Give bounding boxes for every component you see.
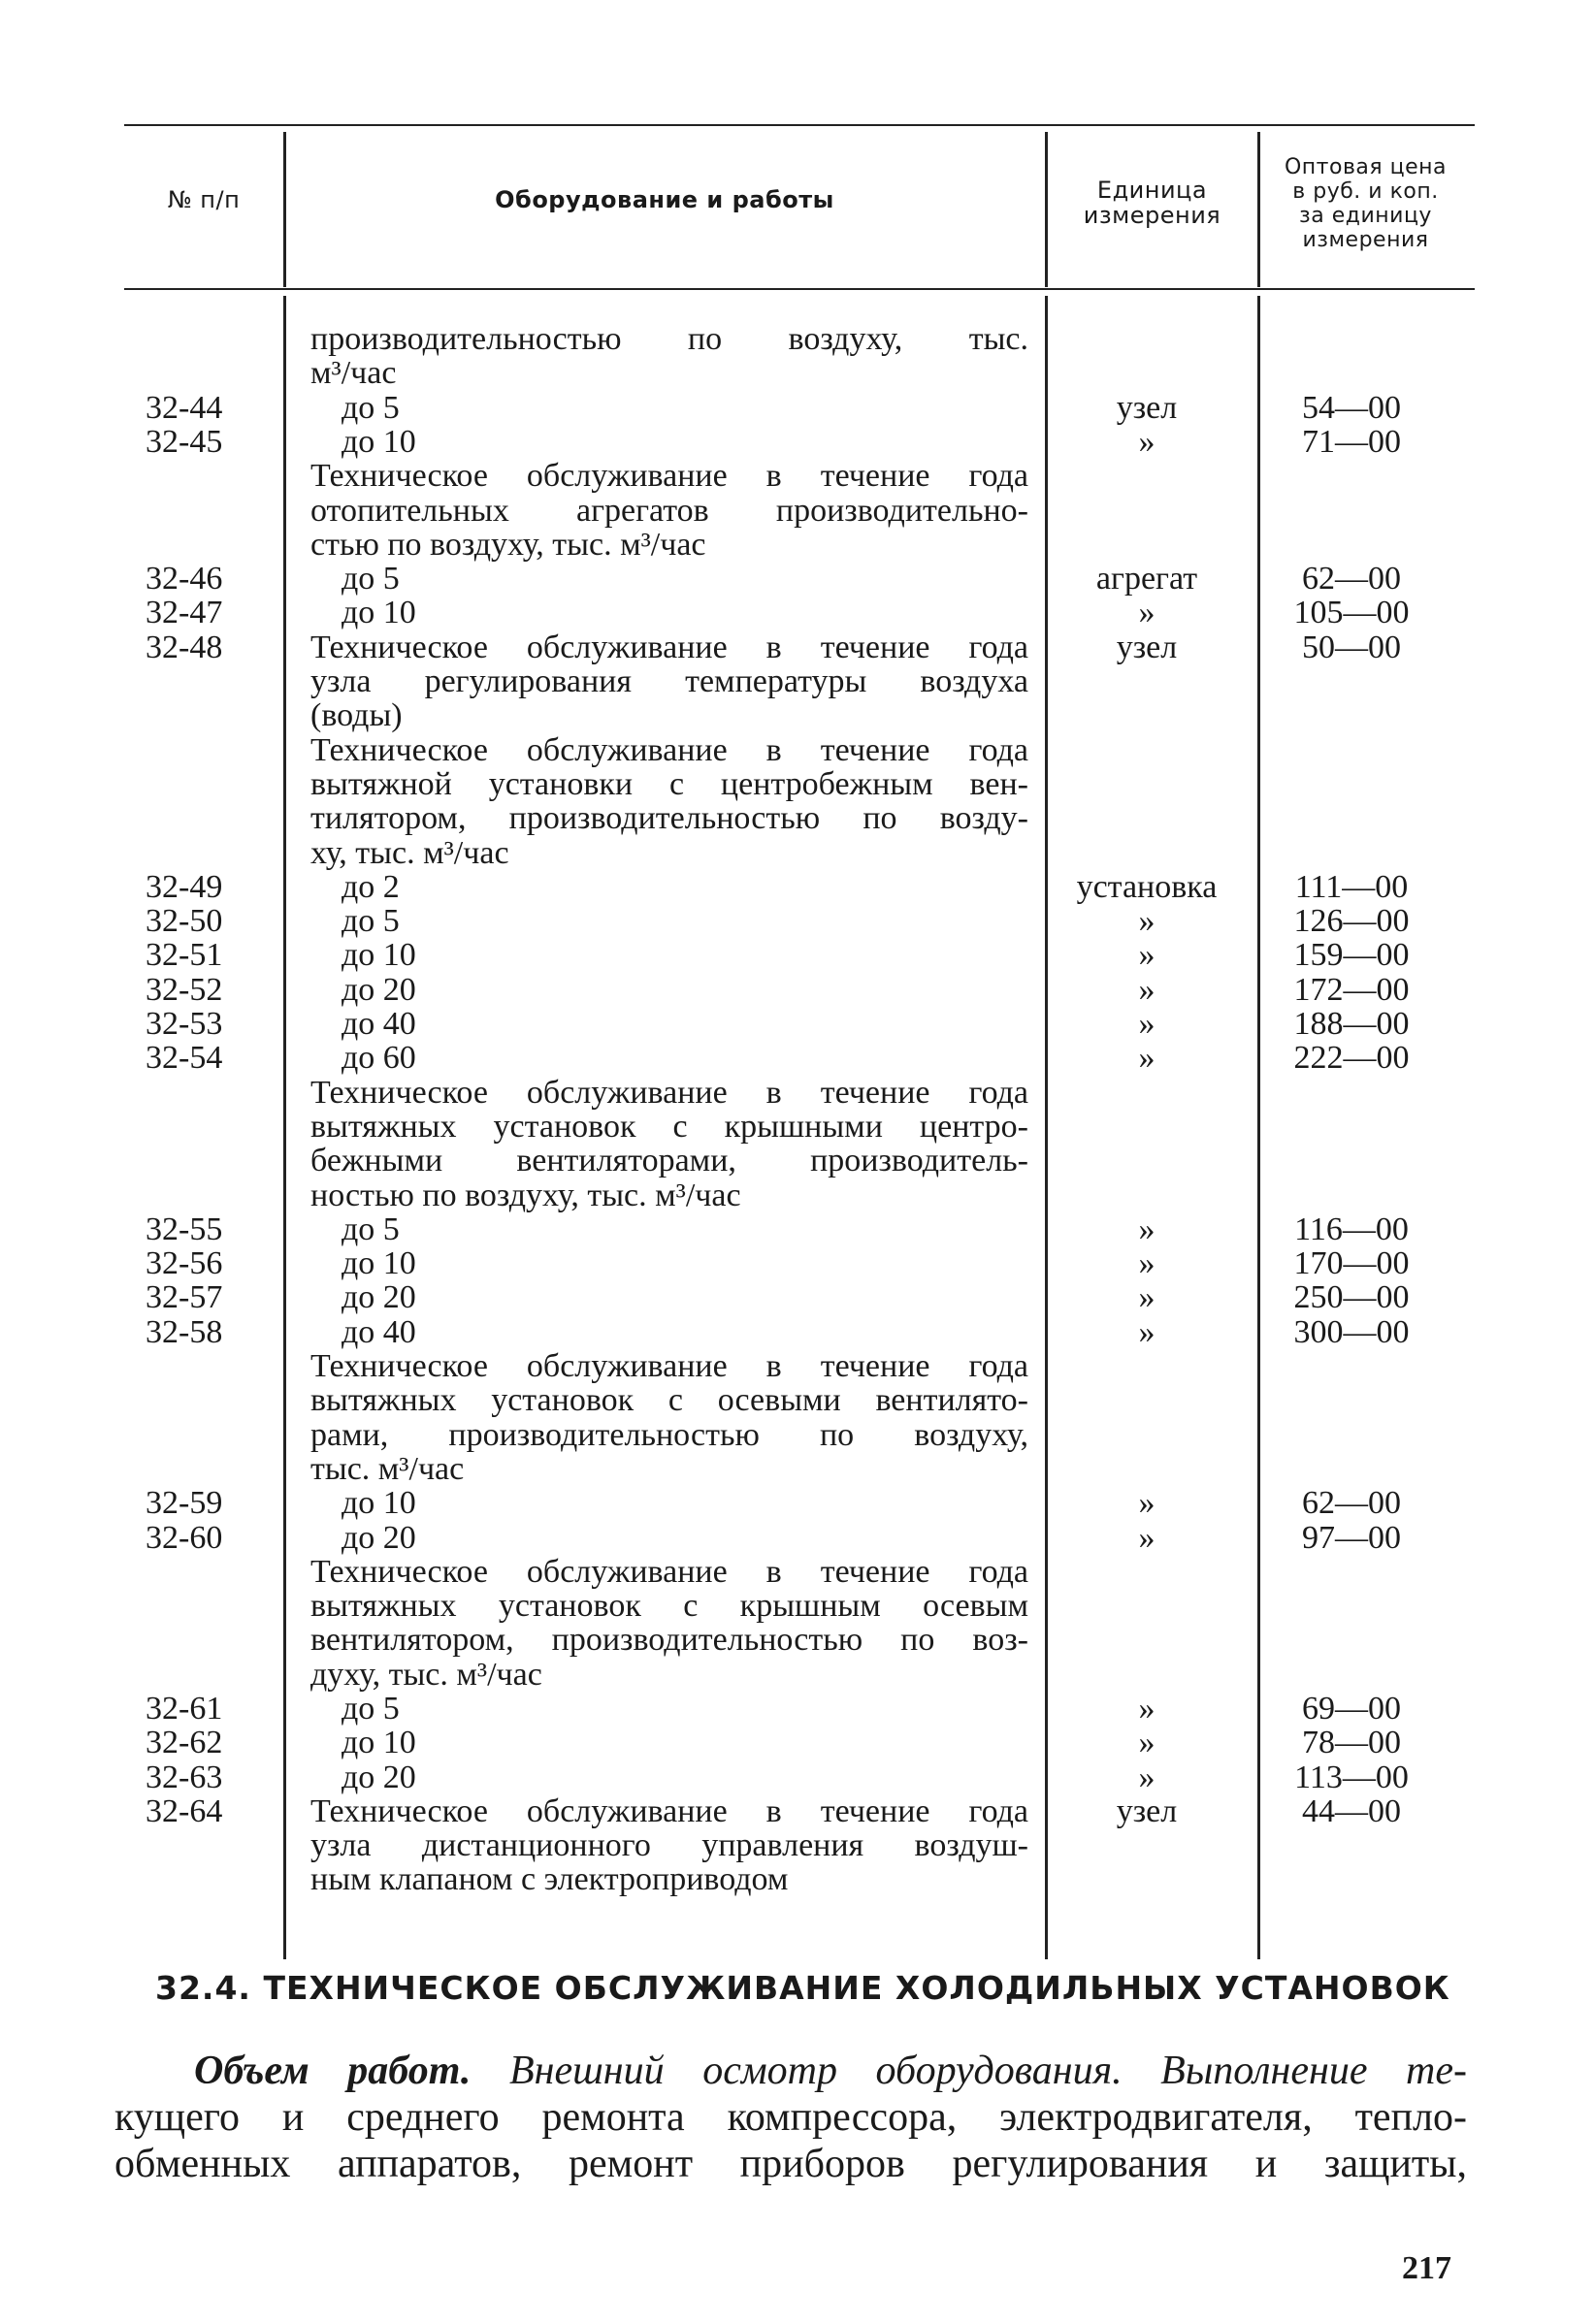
row-number: 32-59 bbox=[146, 1485, 223, 1521]
table-row bbox=[0, 664, 1595, 699]
paragraph-lead-rest: Внешний осмотр оборудования. Выполнение те- bbox=[471, 2049, 1468, 2093]
row-description: духу, тыс. м³/час bbox=[310, 1657, 542, 1693]
header-price-line: измерения bbox=[1302, 228, 1429, 252]
row-description: до 10 bbox=[342, 1245, 416, 1281]
column-divider-3 bbox=[1257, 132, 1260, 287]
row-unit: узел bbox=[1116, 629, 1178, 665]
row-description: до 2 bbox=[342, 869, 400, 905]
row-description: рами, производительностью по воздуху, bbox=[310, 1417, 1028, 1453]
row-description: Техническое обслуживание в течение года bbox=[310, 629, 1028, 665]
row-description: ностью по воздуху, тыс. м³/час bbox=[310, 1178, 741, 1213]
row-unit: » bbox=[1138, 1245, 1156, 1281]
table-row bbox=[0, 870, 1595, 905]
header-price-line: за единицу bbox=[1299, 204, 1432, 228]
header-num bbox=[136, 187, 272, 212]
row-number: 32-60 bbox=[146, 1520, 223, 1556]
table-row bbox=[0, 459, 1595, 494]
row-number: 32-53 bbox=[146, 1006, 223, 1042]
row-description: до 20 bbox=[342, 972, 416, 1008]
table-row bbox=[0, 904, 1595, 939]
row-unit: » bbox=[1138, 1759, 1156, 1795]
row-description: тыс. м³/час bbox=[310, 1451, 465, 1487]
header-price-line: в руб. и коп. bbox=[1292, 179, 1439, 204]
row-description: Техническое обслуживание в течение года bbox=[310, 1554, 1028, 1590]
table-row bbox=[0, 1383, 1595, 1418]
row-description: Техническое обслуживание в течение года bbox=[310, 1348, 1028, 1384]
row-description: отопительных агрегатов производительно- bbox=[310, 493, 1028, 529]
row-number: 32-44 bbox=[146, 390, 223, 426]
header-equipment bbox=[291, 187, 1038, 212]
table-top-rule bbox=[124, 124, 1475, 126]
row-description: до 5 bbox=[342, 1211, 400, 1247]
row-description: вытяжных установок с осевыми вентилято- bbox=[310, 1382, 1028, 1418]
table-row bbox=[0, 1794, 1595, 1829]
row-description: до 20 bbox=[342, 1759, 416, 1795]
row-description: вытяжной установки с центробежным вен- bbox=[310, 766, 1028, 802]
table-row bbox=[0, 1246, 1595, 1281]
row-number: 32-55 bbox=[146, 1211, 223, 1247]
row-unit: узел bbox=[1116, 390, 1178, 426]
row-price: 97—00 bbox=[1302, 1520, 1401, 1556]
header-equipment-label: Оборудование и работы bbox=[495, 186, 834, 213]
row-unit: » bbox=[1138, 1691, 1156, 1727]
row-description: до 5 bbox=[342, 903, 400, 939]
table-row bbox=[0, 1760, 1595, 1795]
header-num-label: № п/п bbox=[167, 186, 241, 213]
row-price: 188—00 bbox=[1293, 1006, 1410, 1042]
row-description: тилятором, производительностью по возду- bbox=[310, 800, 1028, 836]
row-description: вентилятором, производительностью по воз- bbox=[310, 1622, 1028, 1658]
table-row bbox=[0, 1555, 1595, 1590]
paragraph-line: обменных аппаратов, ремонт приборов регулирования и защиты, bbox=[114, 2142, 1467, 2186]
section-title: 32.4. ТЕХНИЧЕСКОЕ ОБСЛУЖИВАНИЕ ХОЛОДИЛЬНЫХ УСТАНОВОК bbox=[155, 1969, 1450, 2007]
table-row bbox=[0, 1726, 1595, 1760]
table-row bbox=[0, 1418, 1595, 1453]
row-description: Техническое обслуживание в течение года bbox=[310, 732, 1028, 768]
row-description: бежными вентиляторами, производитель- bbox=[310, 1143, 1028, 1178]
row-unit: » bbox=[1138, 937, 1156, 973]
row-description: до 5 bbox=[342, 390, 400, 426]
table-row bbox=[0, 1280, 1595, 1315]
header-unit-line: измерения bbox=[1083, 202, 1221, 229]
row-price: 69—00 bbox=[1302, 1691, 1401, 1727]
paragraph-lead: Объем работ. bbox=[194, 2049, 472, 2093]
header-unit bbox=[1053, 178, 1252, 228]
table-row bbox=[0, 1486, 1595, 1521]
row-description: до 40 bbox=[342, 1006, 416, 1042]
table-row bbox=[0, 1521, 1595, 1556]
row-description: до 10 bbox=[342, 595, 416, 630]
row-description: Техническое обслуживание в течение года bbox=[310, 1075, 1028, 1111]
row-description: производительностью по воздуху, тыс. bbox=[310, 321, 1028, 357]
row-description: узла дистанционного управления воздуш- bbox=[310, 1827, 1028, 1863]
row-number: 32-49 bbox=[146, 869, 223, 905]
row-number: 32-56 bbox=[146, 1245, 223, 1281]
table-row bbox=[0, 1076, 1595, 1111]
row-description: узла регулирования температуры воздуха bbox=[310, 663, 1028, 699]
row-number: 32-54 bbox=[146, 1040, 223, 1076]
row-unit: » bbox=[1138, 1314, 1156, 1350]
table-row bbox=[0, 1589, 1595, 1624]
row-unit: агрегат bbox=[1095, 561, 1198, 597]
table-row bbox=[0, 528, 1595, 563]
table-row bbox=[0, 1658, 1595, 1693]
row-price: 116—00 bbox=[1294, 1211, 1409, 1247]
table-row bbox=[0, 1828, 1595, 1863]
table-row bbox=[0, 1041, 1595, 1076]
row-price: 44—00 bbox=[1302, 1793, 1401, 1829]
header-price-line: Оптовая цена bbox=[1284, 155, 1448, 179]
row-price: 300—00 bbox=[1293, 1314, 1410, 1350]
row-unit: » bbox=[1138, 1279, 1156, 1315]
table-row bbox=[0, 1212, 1595, 1247]
row-number: 32-63 bbox=[146, 1759, 223, 1795]
table-row bbox=[0, 630, 1595, 665]
table-row bbox=[0, 1315, 1595, 1350]
row-description: Техническое обслуживание в течение года bbox=[310, 458, 1028, 494]
row-description: до 20 bbox=[342, 1520, 416, 1556]
table-row bbox=[0, 698, 1595, 733]
row-number: 32-47 bbox=[146, 595, 223, 630]
row-description: до 10 bbox=[342, 1725, 416, 1760]
row-description: вытяжных установок с крышными центро- bbox=[310, 1109, 1028, 1145]
header-unit-line: Единица bbox=[1096, 177, 1208, 204]
paragraph-line: кущего и среднего ремонта компрессора, электродвигателя, тепло- bbox=[114, 2095, 1467, 2140]
row-number: 32-52 bbox=[146, 972, 223, 1008]
page-number: 217 bbox=[1402, 2250, 1451, 2286]
table-row bbox=[0, 938, 1595, 973]
table-row bbox=[0, 733, 1595, 768]
row-unit: » bbox=[1138, 595, 1156, 630]
row-number: 32-58 bbox=[146, 1314, 223, 1350]
row-price: 62—00 bbox=[1302, 1485, 1401, 1521]
row-number: 32-61 bbox=[146, 1691, 223, 1727]
row-description: ху, тыс. м³/час bbox=[310, 835, 509, 871]
table-header-rule bbox=[124, 288, 1475, 290]
row-price: 250—00 bbox=[1293, 1279, 1410, 1315]
row-price: 54—00 bbox=[1302, 390, 1401, 426]
table-row bbox=[0, 1144, 1595, 1178]
row-number: 32-51 bbox=[146, 937, 223, 973]
row-description: до 5 bbox=[342, 561, 400, 597]
row-description: до 10 bbox=[342, 1485, 416, 1521]
row-price: 126—00 bbox=[1293, 903, 1410, 939]
table-row bbox=[0, 425, 1595, 460]
table-row bbox=[0, 1349, 1595, 1384]
row-description: до 5 bbox=[342, 1691, 400, 1727]
row-unit: » bbox=[1138, 424, 1156, 460]
row-description: м³/час bbox=[310, 355, 397, 391]
row-unit: » bbox=[1138, 1520, 1156, 1556]
row-number: 32-62 bbox=[146, 1725, 223, 1760]
table-row bbox=[0, 1178, 1595, 1213]
row-description: до 60 bbox=[342, 1040, 416, 1076]
row-unit: » bbox=[1138, 903, 1156, 939]
row-number: 32-50 bbox=[146, 903, 223, 939]
table-row bbox=[0, 1623, 1595, 1658]
row-description: до 10 bbox=[342, 937, 416, 973]
row-unit: » bbox=[1138, 1006, 1156, 1042]
row-price: 105—00 bbox=[1293, 595, 1410, 630]
column-divider-1 bbox=[283, 132, 286, 287]
table-row bbox=[0, 356, 1595, 391]
row-unit: » bbox=[1138, 972, 1156, 1008]
table-row bbox=[0, 1862, 1595, 1897]
row-description: вытяжных установок с крышным осевым bbox=[310, 1588, 1028, 1624]
row-price: 113—00 bbox=[1294, 1759, 1409, 1795]
header-price bbox=[1261, 155, 1470, 252]
row-description: до 20 bbox=[342, 1279, 416, 1315]
table-row bbox=[0, 1452, 1595, 1487]
table-row bbox=[0, 836, 1595, 871]
row-price: 78—00 bbox=[1302, 1725, 1401, 1760]
table-row bbox=[0, 391, 1595, 426]
row-number: 32-46 bbox=[146, 561, 223, 597]
row-description: (воды) bbox=[310, 697, 403, 733]
row-description: стью по воздуху, тыс. м³/час bbox=[310, 527, 706, 563]
row-unit: » bbox=[1138, 1485, 1156, 1521]
row-number: 32-64 bbox=[146, 1793, 223, 1829]
row-unit: узел bbox=[1116, 1793, 1178, 1829]
row-description: до 40 bbox=[342, 1314, 416, 1350]
row-description: Техническое обслуживание в течение года bbox=[310, 1793, 1028, 1829]
row-price: 62—00 bbox=[1302, 561, 1401, 597]
table-row bbox=[0, 322, 1595, 357]
paragraph-line bbox=[194, 2049, 1467, 2093]
row-price: 159—00 bbox=[1293, 937, 1410, 973]
row-price: 111—00 bbox=[1294, 869, 1409, 905]
column-divider-2 bbox=[1045, 132, 1048, 287]
row-unit: » bbox=[1138, 1211, 1156, 1247]
row-description: до 10 bbox=[342, 424, 416, 460]
row-description: ным клапаном с электроприводом bbox=[310, 1861, 789, 1897]
table-row bbox=[0, 562, 1595, 597]
row-number: 32-57 bbox=[146, 1279, 223, 1315]
table-row bbox=[0, 767, 1595, 802]
row-price: 50—00 bbox=[1302, 629, 1401, 665]
table-row bbox=[0, 1110, 1595, 1145]
row-number: 32-45 bbox=[146, 424, 223, 460]
row-unit: » bbox=[1138, 1725, 1156, 1760]
table-row bbox=[0, 596, 1595, 630]
table-row bbox=[0, 801, 1595, 836]
table-row bbox=[0, 494, 1595, 529]
row-unit: » bbox=[1138, 1040, 1156, 1076]
row-number: 32-48 bbox=[146, 629, 223, 665]
row-price: 172—00 bbox=[1293, 972, 1410, 1008]
table-row bbox=[0, 1692, 1595, 1727]
row-price: 170—00 bbox=[1293, 1245, 1410, 1281]
table-row bbox=[0, 973, 1595, 1008]
row-price: 222—00 bbox=[1293, 1040, 1410, 1076]
row-price: 71—00 bbox=[1302, 424, 1401, 460]
table-row bbox=[0, 1007, 1595, 1042]
row-unit: установка bbox=[1076, 869, 1218, 905]
